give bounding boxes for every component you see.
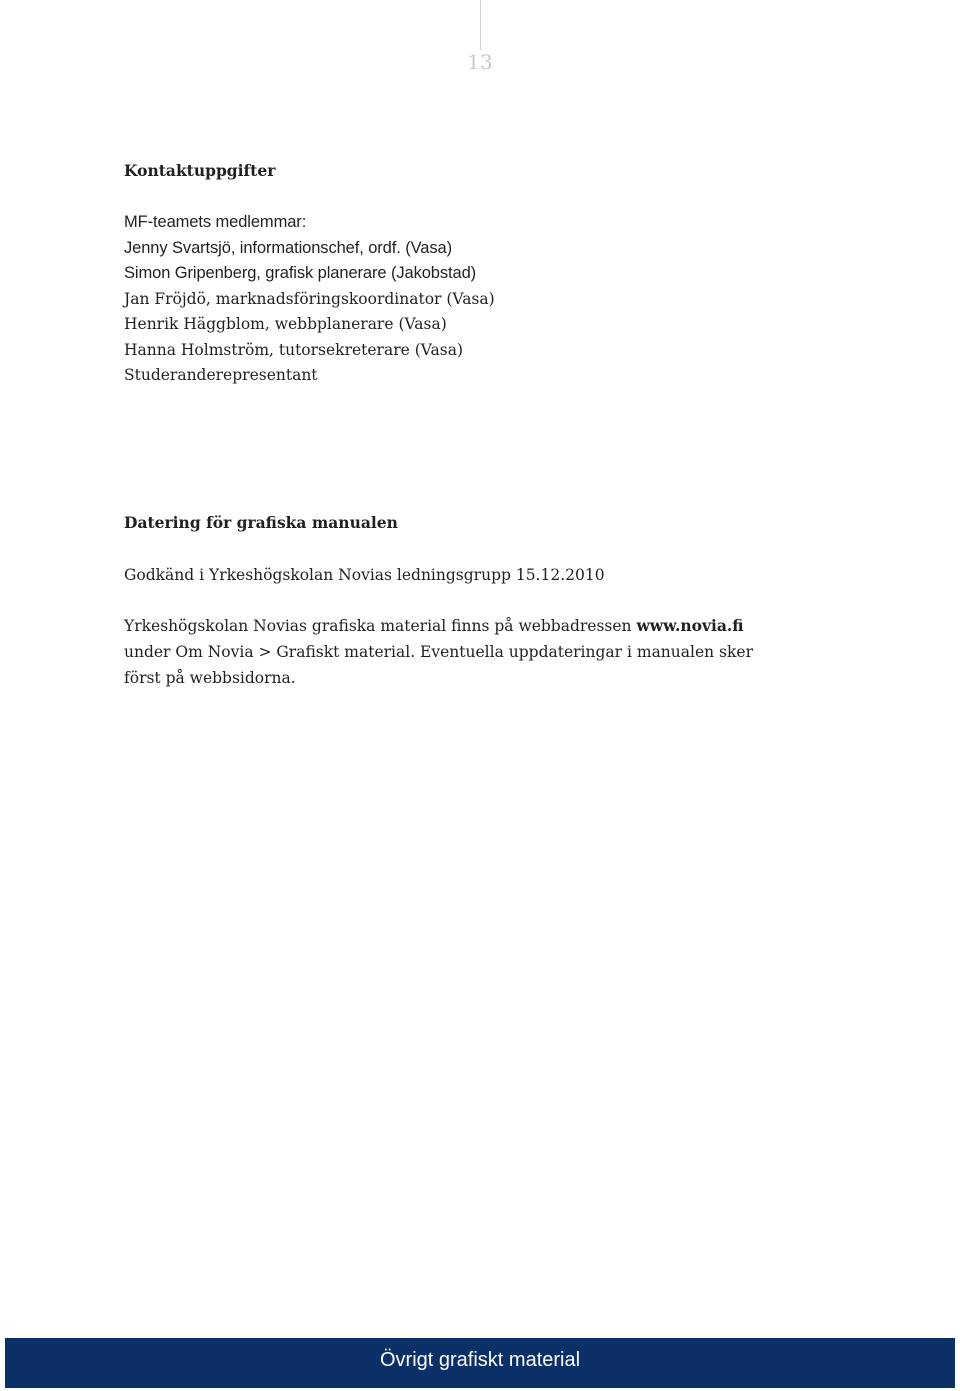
- info-text-end: under Om Novia > Grafiskt material. Eventuella uppdateringar i manualen sker först på webbsidorna.: [124, 643, 753, 687]
- team-intro: MF-teamets medlemmar:: [124, 213, 307, 231]
- info-text-start: Yrkeshögskolan Novias grafiska material finns på webbadressen: [124, 617, 637, 635]
- approval-text: Godkänd i Yrkeshögskolan Novias ledningsgrupp 15.12.2010: [124, 566, 605, 584]
- website-link[interactable]: www.novia.fi: [636, 616, 744, 635]
- footer-band: [5, 1338, 955, 1388]
- team-member: Jan Fröjdö, marknadsföringskoordinator (Vasa): [124, 289, 495, 308]
- team-members-block: [124, 210, 495, 389]
- footer-title: Övrigt grafiskt material: [380, 1349, 581, 1371]
- team-member: Henrik Häggblom, webbplanerare (Vasa): [124, 315, 447, 333]
- team-member: Studeranderepresentant: [124, 366, 318, 384]
- team-member: Simon Gripenberg, grafisk planerare (Jakobstad): [124, 264, 477, 282]
- contacts-heading: Kontaktuppgifter: [124, 161, 276, 180]
- team-member: Hanna Holmström, tutorsekreterare (Vasa): [124, 340, 464, 359]
- dating-heading: Datering för grafiska manualen: [124, 513, 398, 532]
- page-divider-line: [480, 0, 481, 50]
- page-number: 13: [467, 50, 493, 74]
- team-member: Jenny Svartsjö, informationschef, ordf. (Vasa): [124, 238, 452, 257]
- material-info-paragraph: [124, 613, 784, 691]
